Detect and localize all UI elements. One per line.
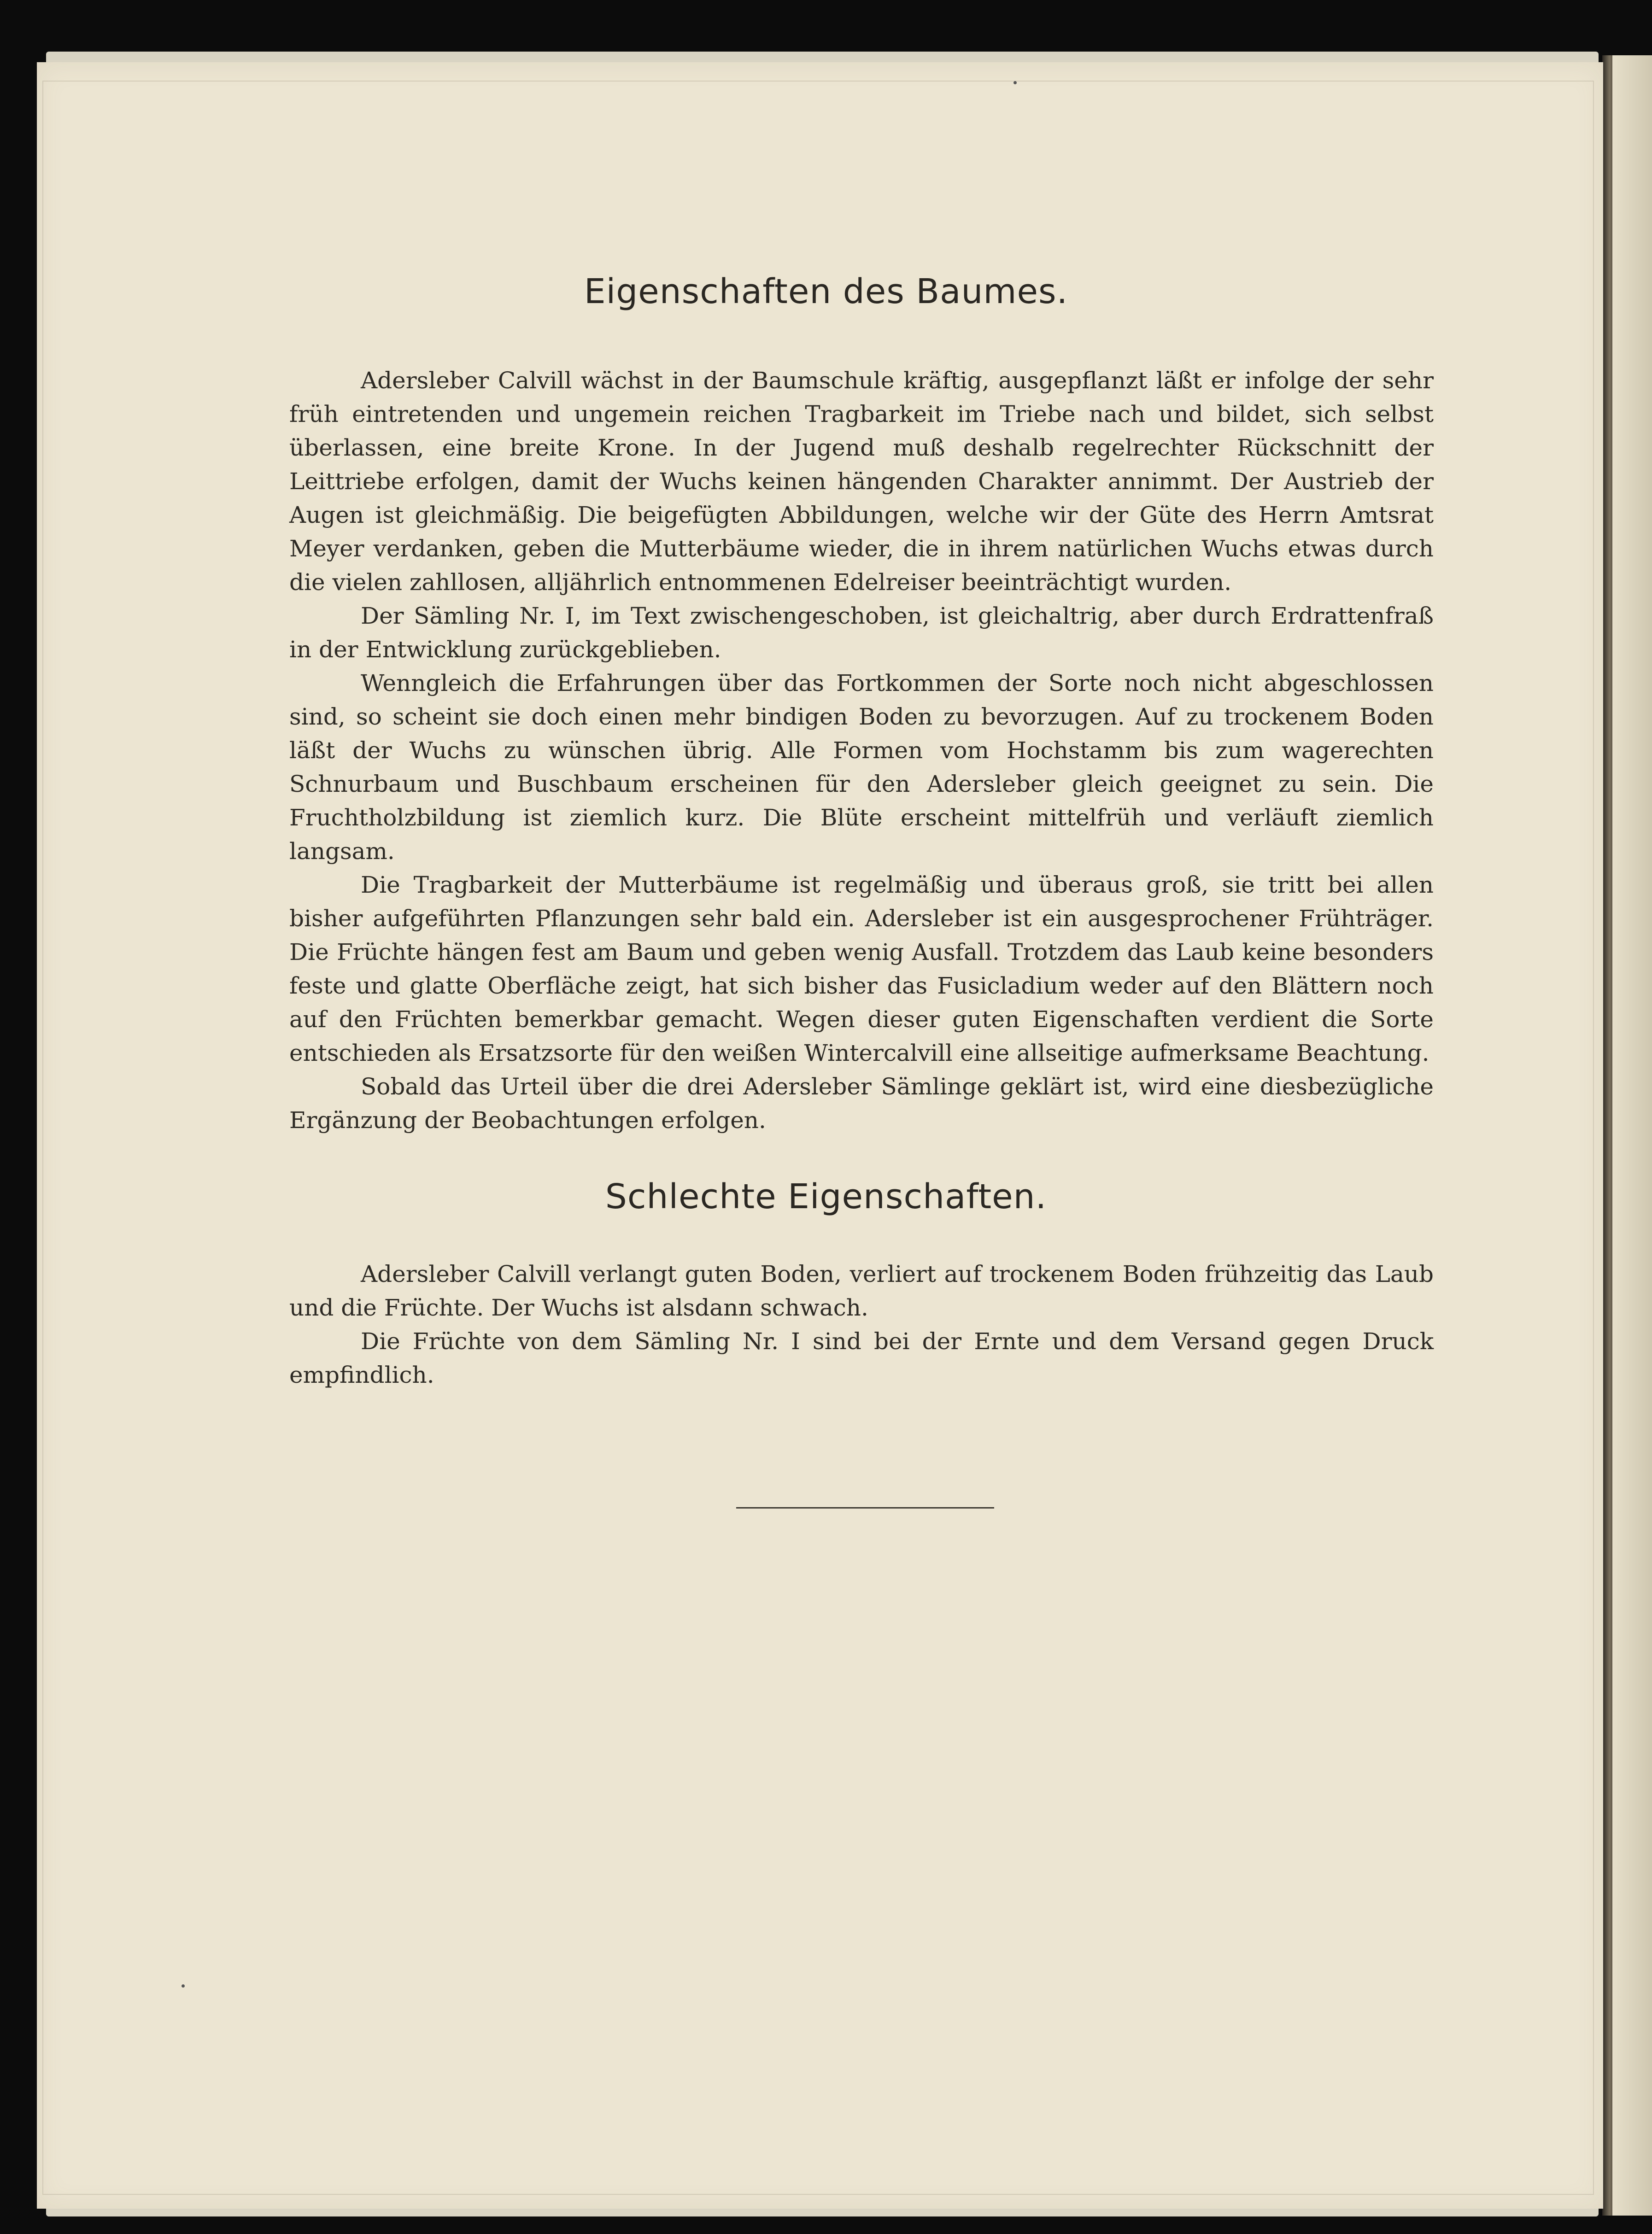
section-heading-properties: Eigenschaften des Baumes. [584,272,1068,311]
section-body-bad-properties [289,1257,1434,1392]
paragraph: Wenngleich die Erfahrungen über das Fortkommen der Sorte noch nicht abgeschlossen sind, so scheint sie doch einen mehr bindigen Boden zu bevorzugen. Auf zu trockenem Boden läßt der Wuchs zu wünschen übrig. Alle Formen vom Hochstamm bis zum wagerechten Schnurbaum und Buschbaum erscheinen für den Adersleber gleich geeignet zu sein. Die Fruchtholzbildung ist ziemlich kurz. Die Blüte erscheint mittelfrüh und verläuft ziemlich langsam. [289,670,1434,865]
paragraph: Die Tragbarkeit der Mutterbäume ist regelmäßig und überaus groß, sie tritt bei allen bisher aufgeführten Pflanzungen sehr bald ein. Adersleber ist ein ausgesprochener Frühträger. Die Früchte hängen fest am Baum und geben wenig Ausfall. Trotzdem das Laub keine besonders feste und glatte Oberfläche zeigt, hat sich bisher das Fusicladium weder auf den Blättern noch auf den Früchten bemerkbar gemacht. Wegen dieser guten Eigenschaften verdient die Sorte entschieden als Ersatzsorte für den weißen Wintercalvill eine allseitige aufmerksame Beachtung. [289,871,1434,1066]
paragraph: Sobald das Urteil über die drei Adersleber Sämlinge geklärt ist, wird eine diesbezügliche Ergänzung der Beobachtungen erfolgen. [289,1073,1434,1134]
paragraph: Adersleber Calvill wächst in der Baumschule kräftig, ausgepflanzt läßt er infolge der sehr früh eintretenden und ungemein reichen Tragbarkeit im Triebe nach und bildet, sich selbst überlassen, eine breite Krone. In der Jugend muß deshalb regelrechter Rückschnitt der Leittriebe erfolgen, damit der Wuchs keinen hängenden Charakter annimmt. Der Austrieb der Augen ist gleichmäßig. Die beigefügten Abbildungen, welche wir der Güte des Herrn Amtsrat Meyer verdanken, geben die Mutterbäume wieder, die in ihrem natürlichen Wuchs etwas durch die vielen zahllosen, alljährlich entnommenen Edelreiser beeinträchtigt wurden. [289,367,1434,596]
section-body-properties [289,364,1434,1137]
paragraph: Adersleber Calvill verlangt guten Boden, verliert auf trockenem Boden frühzeitig das Laub und die Früchte. Der Wuchs ist alsdann schwach. [289,1261,1434,1321]
paragraph: Die Früchte von dem Sämling Nr. I sind bei der Ernte und dem Versand gegen Druck empfindlich. [289,1328,1434,1388]
closing-rule [736,1507,994,1509]
paragraph: Der Sämling Nr. I, im Text zwischengeschoben, ist gleichaltrig, aber durch Erdrattenfraß in der Entwicklung zurückgeblieben. [289,602,1434,663]
section-heading-bad-properties: Schlechte Eigenschaften. [605,1177,1047,1216]
next-page-edge [1612,55,1652,2216]
dust-speck [182,1984,185,1988]
dust-speck [1013,81,1017,84]
